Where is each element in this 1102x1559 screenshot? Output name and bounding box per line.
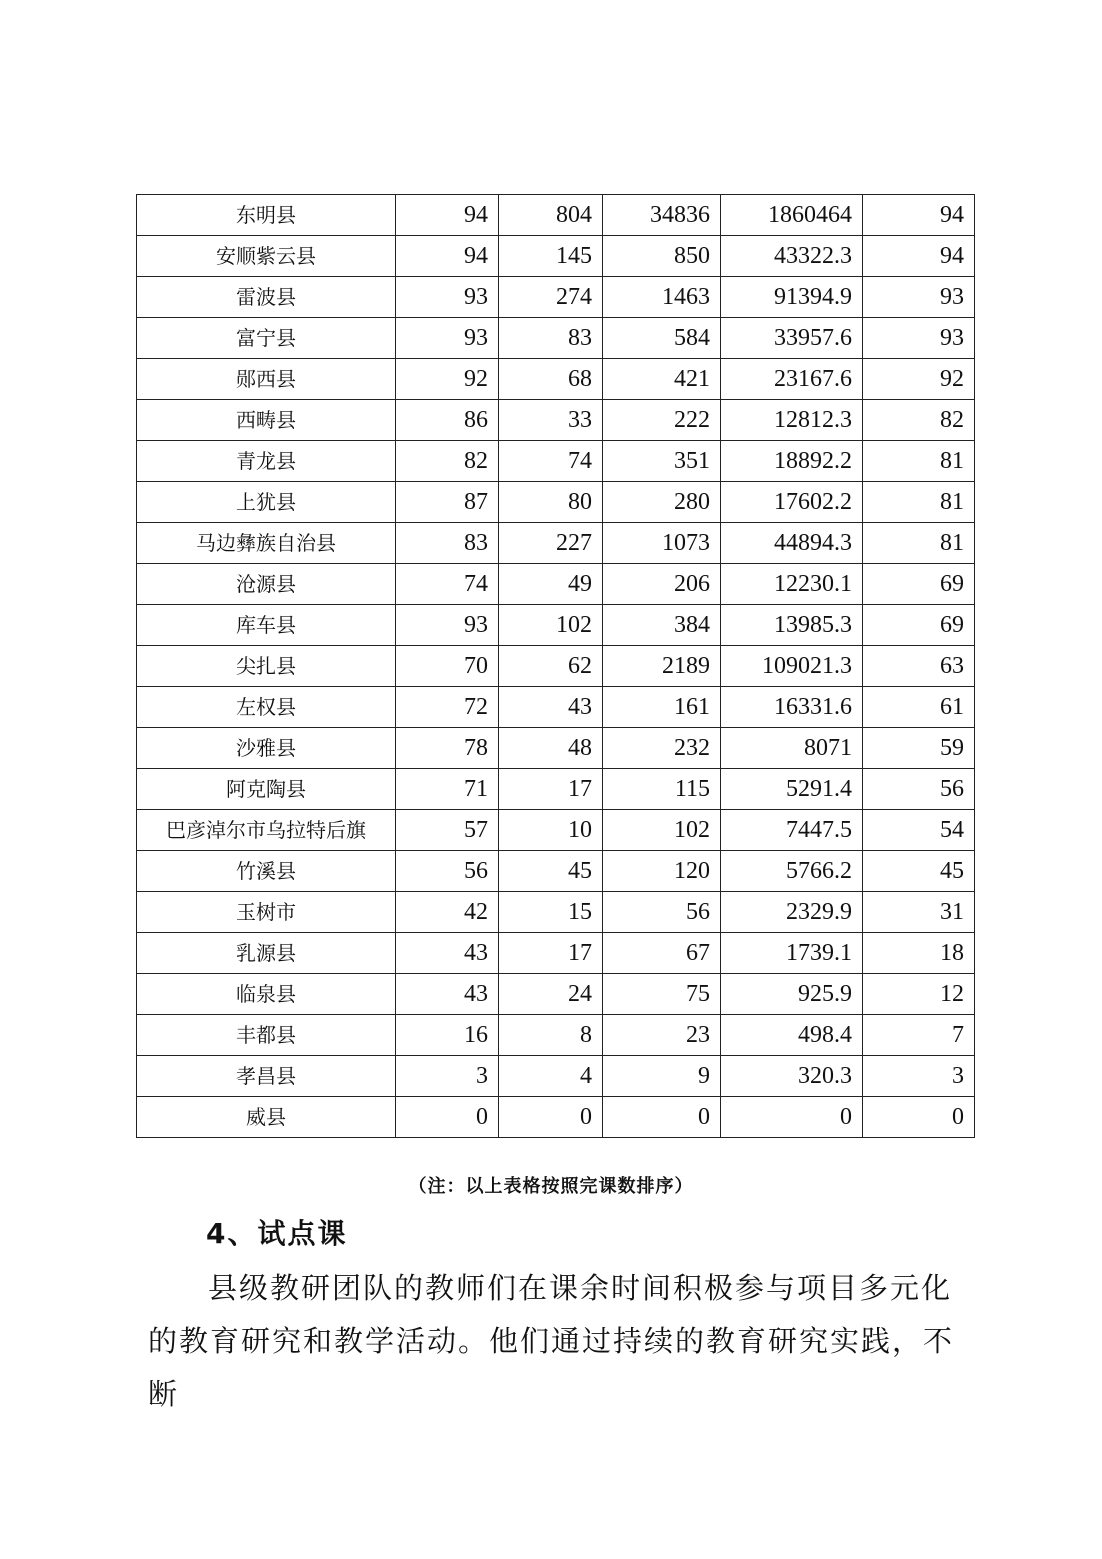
value-cell-c2: 4 — [499, 1056, 603, 1097]
value-cell-c1: 86 — [396, 400, 499, 441]
value-cell-c5: 3 — [863, 1056, 975, 1097]
value-cell-c3: 23 — [603, 1015, 721, 1056]
value-cell-c3: 161 — [603, 687, 721, 728]
value-cell-c3: 232 — [603, 728, 721, 769]
value-cell-c1: 92 — [396, 359, 499, 400]
county-name-cell: 东明县 — [137, 195, 396, 236]
value-cell-c5: 94 — [863, 195, 975, 236]
value-cell-c5: 31 — [863, 892, 975, 933]
table-row — [137, 482, 975, 523]
table-note: （注：以上表格按照完课数排序） — [408, 1176, 694, 1197]
value-cell-c2: 17 — [499, 769, 603, 810]
value-cell-c4: 12230.1 — [721, 564, 863, 605]
value-cell-c1: 43 — [396, 974, 499, 1015]
value-cell-c2: 102 — [499, 605, 603, 646]
value-cell-c1: 57 — [396, 810, 499, 851]
value-cell-c3: 1463 — [603, 277, 721, 318]
value-cell-c1: 82 — [396, 441, 499, 482]
value-cell-c2: 49 — [499, 564, 603, 605]
value-cell-c1: 94 — [396, 195, 499, 236]
value-cell-c5: 7 — [863, 1015, 975, 1056]
value-cell-c3: 280 — [603, 482, 721, 523]
value-cell-c4: 109021.3 — [721, 646, 863, 687]
county-name-cell: 丰都县 — [137, 1015, 396, 1056]
value-cell-c3: 384 — [603, 605, 721, 646]
value-cell-c4: 7447.5 — [721, 810, 863, 851]
value-cell-c2: 45 — [499, 851, 603, 892]
table-body — [137, 195, 975, 1138]
value-cell-c4: 1860464 — [721, 195, 863, 236]
value-cell-c5: 93 — [863, 318, 975, 359]
value-cell-c5: 69 — [863, 564, 975, 605]
table-row — [137, 441, 975, 482]
table-row — [137, 1056, 975, 1097]
value-cell-c4: 33957.6 — [721, 318, 863, 359]
value-cell-c1: 93 — [396, 318, 499, 359]
table-row — [137, 687, 975, 728]
value-cell-c5: 54 — [863, 810, 975, 851]
table-row — [137, 277, 975, 318]
value-cell-c2: 62 — [499, 646, 603, 687]
value-cell-c2: 17 — [499, 933, 603, 974]
value-cell-c2: 8 — [499, 1015, 603, 1056]
county-name-cell: 威县 — [137, 1097, 396, 1138]
table-row — [137, 728, 975, 769]
value-cell-c2: 48 — [499, 728, 603, 769]
value-cell-c1: 78 — [396, 728, 499, 769]
value-cell-c4: 925.9 — [721, 974, 863, 1015]
value-cell-c3: 75 — [603, 974, 721, 1015]
table-row — [137, 810, 975, 851]
value-cell-c4: 16331.6 — [721, 687, 863, 728]
county-name-cell: 沙雅县 — [137, 728, 396, 769]
value-cell-c2: 24 — [499, 974, 603, 1015]
value-cell-c4: 0 — [721, 1097, 863, 1138]
value-cell-c2: 10 — [499, 810, 603, 851]
value-cell-c4: 91394.9 — [721, 277, 863, 318]
value-cell-c5: 81 — [863, 482, 975, 523]
value-cell-c3: 9 — [603, 1056, 721, 1097]
county-name-cell: 库车县 — [137, 605, 396, 646]
value-cell-c5: 82 — [863, 400, 975, 441]
county-name-cell: 乳源县 — [137, 933, 396, 974]
value-cell-c2: 0 — [499, 1097, 603, 1138]
county-name-cell: 上犹县 — [137, 482, 396, 523]
value-cell-c1: 56 — [396, 851, 499, 892]
value-cell-c1: 72 — [396, 687, 499, 728]
value-cell-c4: 44894.3 — [721, 523, 863, 564]
value-cell-c5: 81 — [863, 441, 975, 482]
value-cell-c4: 23167.6 — [721, 359, 863, 400]
value-cell-c1: 74 — [396, 564, 499, 605]
value-cell-c3: 120 — [603, 851, 721, 892]
body-paragraph: 县级教研团队的教师们在课余时间积极参与项目多元化的教育研究和教学活动。他们通过持续的教育研究实践，不断 — [148, 1271, 955, 1411]
table-row — [137, 769, 975, 810]
value-cell-c4: 12812.3 — [721, 400, 863, 441]
value-cell-c4: 18892.2 — [721, 441, 863, 482]
value-cell-c4: 13985.3 — [721, 605, 863, 646]
value-cell-c5: 92 — [863, 359, 975, 400]
value-cell-c3: 222 — [603, 400, 721, 441]
value-cell-c3: 351 — [603, 441, 721, 482]
table-row — [137, 236, 975, 277]
table-row — [137, 523, 975, 564]
value-cell-c4: 17602.2 — [721, 482, 863, 523]
value-cell-c5: 81 — [863, 523, 975, 564]
value-cell-c3: 421 — [603, 359, 721, 400]
value-cell-c5: 0 — [863, 1097, 975, 1138]
value-cell-c3: 56 — [603, 892, 721, 933]
value-cell-c1: 0 — [396, 1097, 499, 1138]
county-name-cell: 郧西县 — [137, 359, 396, 400]
county-name-cell: 左权县 — [137, 687, 396, 728]
value-cell-c5: 18 — [863, 933, 975, 974]
value-cell-c2: 274 — [499, 277, 603, 318]
value-cell-c5: 59 — [863, 728, 975, 769]
table-row — [137, 933, 975, 974]
value-cell-c4: 320.3 — [721, 1056, 863, 1097]
value-cell-c4: 43322.3 — [721, 236, 863, 277]
section-heading: 4、试点课 — [206, 1217, 348, 1250]
county-name-cell: 临泉县 — [137, 974, 396, 1015]
value-cell-c3: 0 — [603, 1097, 721, 1138]
county-name-cell: 巴彦淖尔市乌拉特后旗 — [137, 810, 396, 851]
county-name-cell: 富宁县 — [137, 318, 396, 359]
value-cell-c5: 12 — [863, 974, 975, 1015]
value-cell-c1: 43 — [396, 933, 499, 974]
table-row — [137, 1097, 975, 1138]
value-cell-c1: 16 — [396, 1015, 499, 1056]
value-cell-c4: 2329.9 — [721, 892, 863, 933]
value-cell-c2: 227 — [499, 523, 603, 564]
county-name-cell: 青龙县 — [137, 441, 396, 482]
county-name-cell: 西畴县 — [137, 400, 396, 441]
value-cell-c5: 45 — [863, 851, 975, 892]
value-cell-c1: 93 — [396, 277, 499, 318]
value-cell-c5: 93 — [863, 277, 975, 318]
county-name-cell: 安顺紫云县 — [137, 236, 396, 277]
value-cell-c4: 8071 — [721, 728, 863, 769]
value-cell-c4: 498.4 — [721, 1015, 863, 1056]
value-cell-c1: 87 — [396, 482, 499, 523]
county-name-cell: 阿克陶县 — [137, 769, 396, 810]
value-cell-c3: 34836 — [603, 195, 721, 236]
value-cell-c2: 145 — [499, 236, 603, 277]
value-cell-c3: 115 — [603, 769, 721, 810]
value-cell-c5: 61 — [863, 687, 975, 728]
value-cell-c1: 3 — [396, 1056, 499, 1097]
value-cell-c3: 67 — [603, 933, 721, 974]
table-row — [137, 892, 975, 933]
value-cell-c5: 69 — [863, 605, 975, 646]
value-cell-c3: 206 — [603, 564, 721, 605]
value-cell-c2: 83 — [499, 318, 603, 359]
value-cell-c2: 74 — [499, 441, 603, 482]
county-name-cell: 马边彝族自治县 — [137, 523, 396, 564]
value-cell-c3: 1073 — [603, 523, 721, 564]
county-statistics-table — [136, 194, 975, 1138]
table-row — [137, 974, 975, 1015]
value-cell-c2: 33 — [499, 400, 603, 441]
value-cell-c1: 93 — [396, 605, 499, 646]
value-cell-c1: 71 — [396, 769, 499, 810]
table-row — [137, 1015, 975, 1056]
value-cell-c3: 102 — [603, 810, 721, 851]
value-cell-c2: 15 — [499, 892, 603, 933]
value-cell-c3: 2189 — [603, 646, 721, 687]
table-row — [137, 400, 975, 441]
value-cell-c1: 70 — [396, 646, 499, 687]
value-cell-c3: 584 — [603, 318, 721, 359]
county-name-cell: 尖扎县 — [137, 646, 396, 687]
value-cell-c4: 5766.2 — [721, 851, 863, 892]
table-row — [137, 564, 975, 605]
county-name-cell: 玉树市 — [137, 892, 396, 933]
value-cell-c1: 83 — [396, 523, 499, 564]
value-cell-c1: 94 — [396, 236, 499, 277]
value-cell-c4: 5291.4 — [721, 769, 863, 810]
table-row — [137, 359, 975, 400]
value-cell-c2: 804 — [499, 195, 603, 236]
table-row — [137, 605, 975, 646]
value-cell-c1: 42 — [396, 892, 499, 933]
value-cell-c2: 80 — [499, 482, 603, 523]
county-name-cell: 孝昌县 — [137, 1056, 396, 1097]
value-cell-c5: 63 — [863, 646, 975, 687]
value-cell-c2: 68 — [499, 359, 603, 400]
table-row — [137, 851, 975, 892]
value-cell-c4: 1739.1 — [721, 933, 863, 974]
value-cell-c2: 43 — [499, 687, 603, 728]
value-cell-c5: 56 — [863, 769, 975, 810]
table-row — [137, 646, 975, 687]
table-row — [137, 318, 975, 359]
county-name-cell: 雷波县 — [137, 277, 396, 318]
county-name-cell: 竹溪县 — [137, 851, 396, 892]
county-name-cell: 沧源县 — [137, 564, 396, 605]
value-cell-c3: 850 — [603, 236, 721, 277]
table-row — [137, 195, 975, 236]
value-cell-c5: 94 — [863, 236, 975, 277]
